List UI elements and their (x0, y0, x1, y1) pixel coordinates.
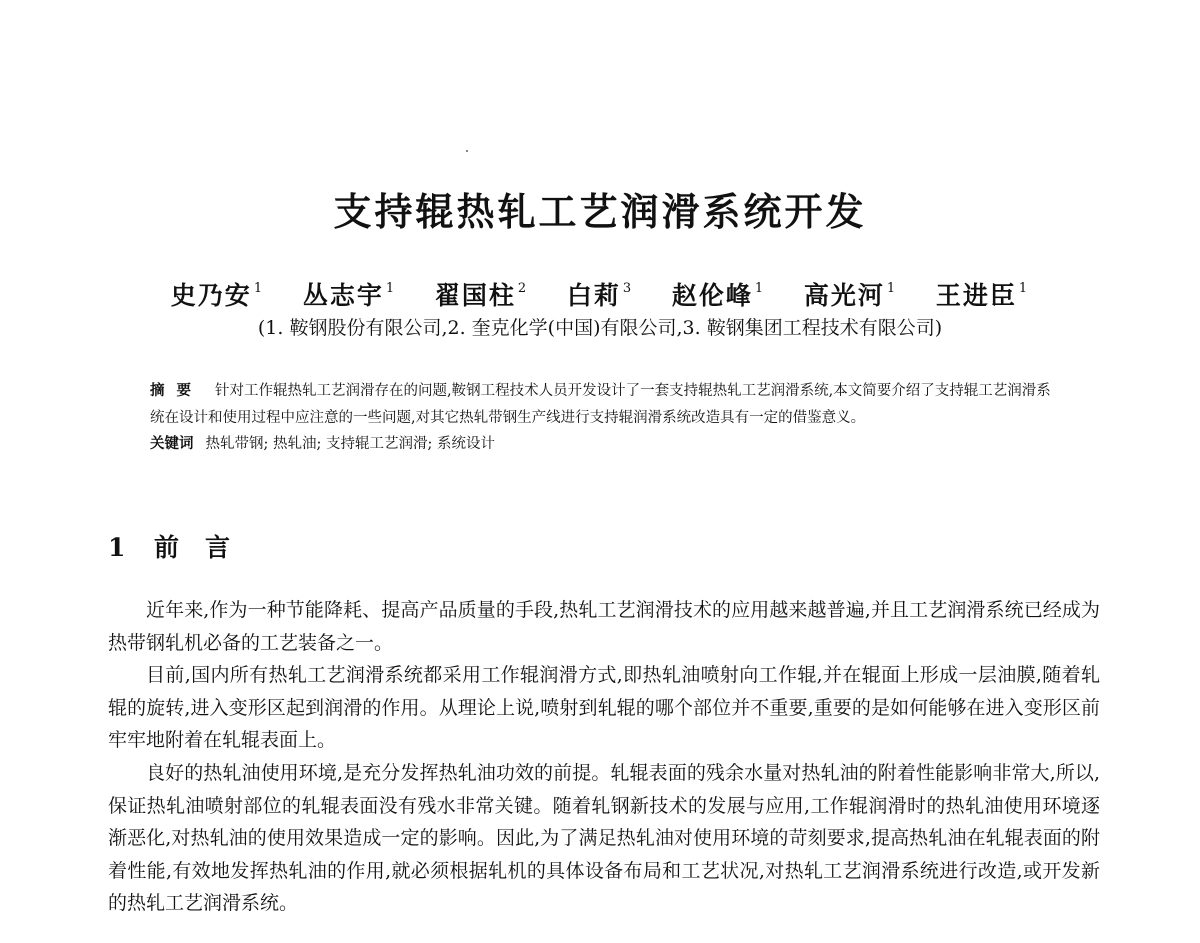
abstract-text: 针对工作辊热轧工艺润滑存在的问题,鞍钢工程技术人员开发设计了一套支持辊热轧工艺润滑系统,本文简要介绍了支持辊工艺润滑系统在设计和使用过程中应注意的一些问题,对其它热轧带钢生产线进行支持辊润滑系统改造具有一定的借鉴意义。 (150, 383, 1051, 426)
author: 王进臣 $^1$ (935, 281, 1030, 310)
author-affiliation-mark: 1 (385, 281, 397, 296)
author-affiliation-mark: 1 (886, 281, 898, 296)
abstract-label: 摘要 (150, 383, 203, 399)
affiliation-line: (1. 鞍钢股份有限公司,2. 奎克化学(中国)有限公司,3. 鞍钢集团工程技术有限公司) (257, 317, 943, 339)
section-title: 前言 (154, 533, 257, 562)
author-affiliation-mark: 2 (517, 281, 529, 296)
author-affiliation-mark: 1 (754, 281, 766, 296)
author-list (0, 272, 1200, 313)
paper-title: 支持辊热轧工艺润滑系统开发 (333, 190, 867, 234)
author: 白莉 $^3$ (566, 281, 634, 310)
author: 翟国柱 $^2$ (434, 281, 529, 310)
body-paragraph: 近年来,作为一种节能降耗、提高产品质量的手段,热轧工艺润滑技术的应用越来越普遍,并且工艺润滑系统已经成为热带钢轧机必备的工艺装备之一。 (108, 599, 1100, 654)
keywords-text: 热轧带钢; 热轧油; 支持辊工艺润滑; 系统设计 (205, 436, 495, 452)
author-affiliation-mark: 1 (1018, 281, 1030, 296)
keywords-paragraph (150, 431, 1060, 458)
author: 赵伦峰 $^1$ (671, 281, 766, 310)
keywords-label: 关键词 (150, 436, 194, 452)
author: 高光河 $^1$ (803, 281, 898, 310)
body-paragraph: 目前,国内所有热轧工艺润滑系统都采用工作辊润滑方式,即热轧油喷射向工作辊,并在辊面上形成一层油膜,随着轧辊的旋转,进入变形区起到润滑的作用。从理论上说,喷射到轧辊的哪个部位并不重要,重要的是如何能够在进入变形区前牢牢地附着在轧辊表面上。 (108, 664, 1100, 752)
section-number: 1 (108, 533, 126, 562)
author: 丛志宇 $^1$ (302, 281, 397, 310)
author: 史乃安 $^1$ (170, 281, 265, 310)
abstract-paragraph (150, 378, 1060, 431)
scan-speck (466, 150, 468, 152)
section-heading (108, 530, 256, 566)
author-affiliation-mark: 3 (622, 281, 634, 296)
body-paragraph: 良好的热轧油使用环境,是充分发挥热轧油功效的前提。轧辊表面的残余水量对热轧油的附着性能影响非常大,所以,保证热轧油喷射部位的轧辊表面没有残水非常关键。随着轧钢新技术的发展与应用,工作辊润滑时的热轧油使用环境逐渐恶化,对热轧油的使用效果造成一定的影响。因此,为了满足热轧油对使用环境的苛刻要求,提高热轧油在轧辊表面的附着性能,有效地发挥热轧油的作用,就必须根据轧机的具体设备布局和工艺状况,对热轧工艺润滑系统进行改造,或开发新的热轧工艺润滑系统。 (108, 761, 1100, 915)
body-text (108, 594, 1100, 920)
author-affiliation-mark: 1 (253, 281, 265, 296)
abstract-block (150, 378, 1060, 458)
